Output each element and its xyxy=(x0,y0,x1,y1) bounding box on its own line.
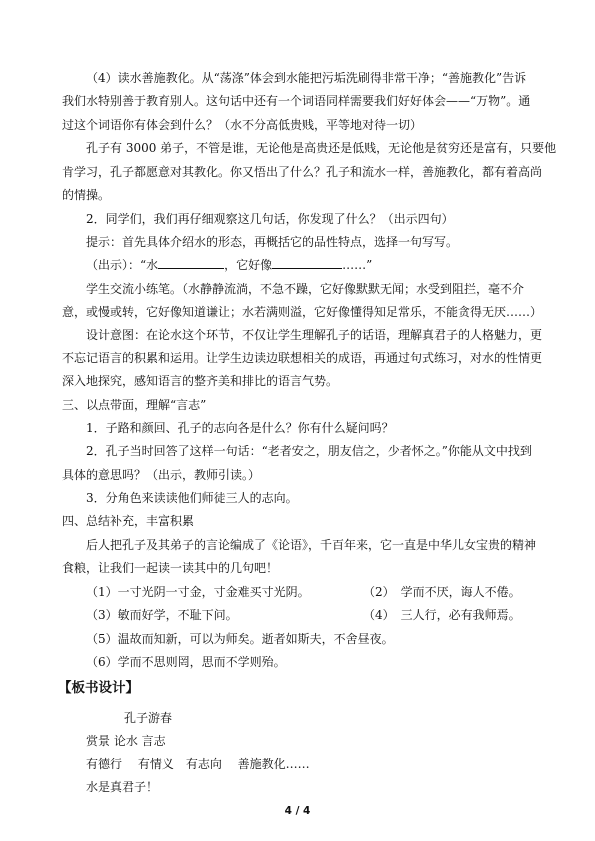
paragraph-line: 提示：首先具体介绍水的形态，再概括它的品性特点，选择一句写写。 xyxy=(86,235,459,249)
paragraph-line: 具体的意思吗？（出示，教师引读。） xyxy=(62,468,261,482)
quote-item: （4） 三人行，必有我师焉。 xyxy=(363,608,521,622)
paragraph-line: （4）读水善施教化。从“荡涤”体会到水能把污垢洗刷得非常干净；“善施教化”告诉 xyxy=(86,71,527,85)
paragraph-line: 食粮，让我们一起读一读其中的几句吧！ xyxy=(62,561,279,575)
quote-item: （6）学而不思则罔，思而不学则殆。 xyxy=(86,655,286,669)
fill-in-middle: ，它好像 xyxy=(224,258,273,272)
paragraph-line: 的情操。 xyxy=(62,188,111,202)
page-number: 4 / 4 xyxy=(284,805,311,817)
board-design-heading: 【板书设计】 xyxy=(58,680,139,696)
section-title: 四、总结补充，丰富积累 xyxy=(62,514,195,528)
paragraph-line: 设计意图：在论水这个环节，不仅让学生理解孔子的话语，理解真君子的人格魅力，更 xyxy=(86,328,543,342)
section-title: 三、以点带面，理解“言志” xyxy=(62,398,207,412)
paragraph-line: 学生交流小练笔。（水静静流淌，不急不躁，它好像默默无闻；水受到阻拦，毫不介 xyxy=(86,282,525,296)
fill-in-blank xyxy=(272,257,342,269)
fill-in-prefix: （出示）：“水 xyxy=(86,258,159,272)
quote-item: （2） 学而不厌，诲人不倦。 xyxy=(363,585,521,599)
quote-item: （3）敏而好学，不耻下问。 xyxy=(86,608,238,622)
paragraph-line: 过这个词语你有体会到什么？（水不分高低贵贱，平等地对待一切） xyxy=(62,118,423,132)
paragraph-line: 2．同学们，我们再仔细观察这几句话，你发现了什么？（出示四句） xyxy=(86,212,454,226)
paragraph-line: 我们水特别善于教育别人。这句话中还有一个词语同样需要我们好好体会——“万物”。通 xyxy=(62,94,531,108)
board-line: 有德行 有情义 有志向 善施教化…… xyxy=(86,757,310,771)
board-line: 水是真君子！ xyxy=(86,780,159,794)
paragraph-line: 孔子有 3000 弟子，不管是谁，无论他是高贵还是低贱，无论他是贫穷还是富有，只要他 xyxy=(86,141,557,155)
quote-item: （5）温故而知新，可以为师矣。逝者如斯夫，不舍昼夜。 xyxy=(86,632,394,646)
board-title: 孔子游春 xyxy=(124,711,173,725)
paragraph-line: 深入地探究，感知语言的整齐美和排比的语言气势。 xyxy=(62,374,339,388)
paragraph-line: 1．子路和颜回、孔子的志向各是什么？你有什么疑问吗？ xyxy=(86,421,394,435)
paragraph-line: 意，或慢或转，它好像知道谦让；水若满则溢，它好像懂得知足常乐，不能贪得无厌……） xyxy=(62,305,543,319)
paragraph-line: 肯学习，孔子都愿意对其教化。你又悟出了什么？孔子和流水一样，善施教化，都有着高尚 xyxy=(62,165,543,179)
fill-in-blank xyxy=(158,257,224,269)
paragraph-line: 3．分角色来读读他们师徒三人的志向。 xyxy=(86,491,298,505)
fill-in-sentence xyxy=(86,257,372,273)
paragraph-line: 2．孔子当时回答了这样一句话：“老者安之，朋友信之，少者怀之。”你能从文中找到 xyxy=(86,444,532,458)
paragraph-line: 后人把孔子及其弟子的言论编成了《论语》，千百年来，它一直是中华儿女宝贵的精神 xyxy=(86,538,537,552)
paragraph-line: 不忘记语言的积累和运用。让学生边读边联想相关的成语，再通过句式练习，对水的性情更 xyxy=(62,351,543,365)
fill-in-suffix: ……” xyxy=(342,258,373,272)
board-line: 赏景 论水 言志 xyxy=(86,734,166,748)
quote-item: （1）一寸光阴一寸金，寸金难买寸光阴。 xyxy=(86,585,310,599)
